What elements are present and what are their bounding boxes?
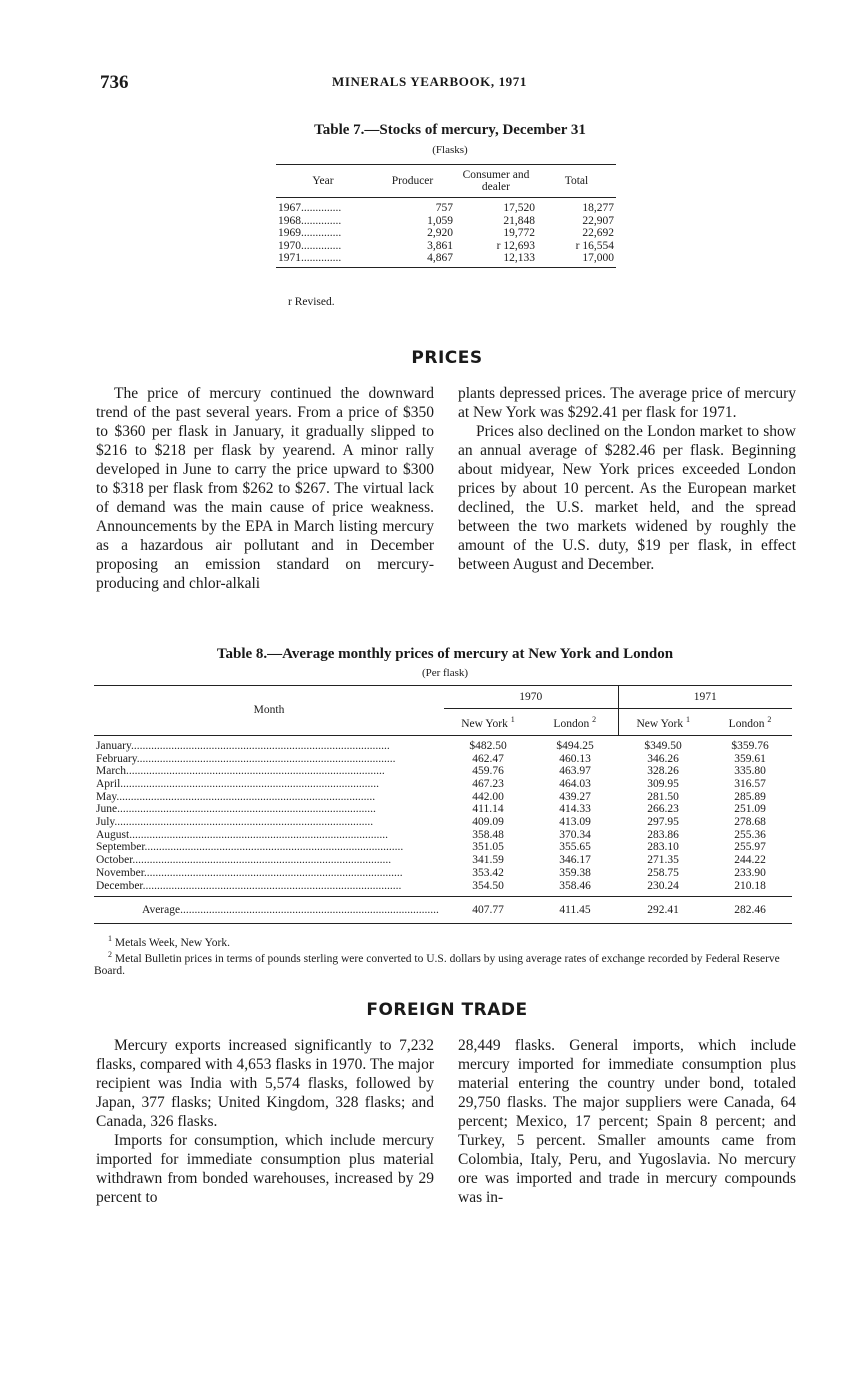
- table7-cell-producer: 2,920: [427, 227, 453, 239]
- table7-cell-consumer: 21,848: [503, 214, 535, 227]
- table7: [276, 164, 616, 268]
- table8-cell-lon71: 359.61: [734, 752, 766, 765]
- table8-header-1970: 1970: [444, 686, 618, 709]
- foreign-trade-left-column: [96, 1036, 434, 1207]
- table8-row: [94, 735, 792, 752]
- table8-cell-lon70: 413.09: [559, 816, 591, 829]
- table7-row: [276, 252, 616, 267]
- foreign-trade-right-paragraph: 28,449 flasks. General imports, which include mercury imported for immediate consumption plus material entering the country under bond, totaled 29,750 flasks. The major suppliers were Canada, 64 percent; Mexico, 17 percent; Spain 8 percent; and Turkey, 5 percent. Smaller amounts came from Colombia, Italy, Peru, and Yugoslavia. No mercury ore was imported and trade in mercury compounds was in-: [458, 1037, 796, 1206]
- table8-row: [94, 854, 792, 867]
- table8-cell-lon71: 316.57: [734, 777, 766, 790]
- foreign-trade-left-paragraph-1: Mercury exports increased significantly to 7,232 flasks, compared with 4,653 flasks in 1970. The major recipient was India with 5,574 flasks, followed by Japan, 377 flasks; United Kingdom, 328 flasks; and Canada, 326 flasks.: [96, 1037, 434, 1130]
- table7-cell-year: 1968..............: [278, 214, 342, 227]
- table7-cell-total: 22,692: [582, 227, 614, 239]
- table8-cell-lon70: 359.38: [559, 866, 591, 879]
- table8-cell-lon71: 210.18: [734, 879, 766, 892]
- table7-header-total: Total: [537, 165, 616, 198]
- prices-heading: PRICES: [411, 348, 483, 368]
- table8-cell-ny71: $349.50: [644, 739, 682, 752]
- table8-row: [94, 778, 792, 791]
- running-title: MINERALS YEARBOOK, 1971: [332, 74, 527, 89]
- prices-right-column: [458, 384, 796, 574]
- table8-header-london-1971: London $^2$: [708, 709, 792, 736]
- table8-cell-ny71: 328.26: [647, 765, 679, 778]
- table8-row: [94, 816, 792, 829]
- prices-left-paragraph: The price of mercury continued the downward trend of the past several years. From a price of $350 to $360 per flask in January, it gradually slipped to $216 to $218 per flask by yearend. A minor rally developed in June to carry the price upward to $300 to $318 per flask from $262 to $267. The virtual lack of demand was the main cause of price weakness. Announcements by the EPA in March listing mercury as a hazardous air pollutant and in December proposing an emission standard on mercury-producing and chlor-alkali: [96, 385, 434, 592]
- table8-cell-lon70: 411.45: [532, 897, 618, 924]
- table8-cell-ny71: 283.86: [647, 828, 679, 841]
- foreign-trade-heading: FOREIGN TRADE: [366, 1000, 528, 1020]
- prices-right-paragraph-2: Prices also declined on the London market to show an annual average of $282.46 per flask. Beginning about midyear, New York prices exceeded London prices by about 10 percent. As the European market declined, the U.S. market held, and the spread between the two markets widened by roughly the amount of the U.S. duty, $19 per flask, in effect between August and December.: [458, 423, 796, 573]
- table8-cell-ny70: 409.09: [472, 816, 504, 829]
- table8-average-row: [94, 897, 792, 924]
- foreign-trade-left-paragraph-2: Imports for consumption, which include mercury imported for immediate consumption plus material withdrawn from bonded warehouses, increased by 29 percent to: [96, 1132, 434, 1206]
- table8-row: [94, 791, 792, 804]
- table8-footnote-1: $^1$ Metals Week, New York.: [108, 934, 231, 949]
- table8-header-london-1970: London $^2$: [532, 709, 618, 736]
- table8-footnotes: [94, 933, 796, 977]
- table7-cell-year: 1970..............: [278, 239, 342, 252]
- table7-footnote: r Revised.: [288, 296, 335, 308]
- table8-cell-ny70: 459.76: [472, 765, 504, 778]
- table8-row: [94, 841, 792, 854]
- table8-cell-month: June..........................................................................................: [96, 803, 376, 816]
- table8-cell-ny71: 258.75: [647, 866, 679, 879]
- table8-cell-month: January..........................................................................................: [96, 739, 390, 752]
- table8-cell-month: October..........................................................................................: [96, 854, 392, 867]
- table8-cell-lon71: 335.80: [734, 765, 766, 778]
- table8-cell-ny71: 283.10: [647, 841, 679, 854]
- table8-row: [94, 829, 792, 842]
- table8-cell-ny70: 467.23: [472, 777, 504, 790]
- table8-cell-ny70: 462.47: [472, 752, 504, 765]
- table8-cell-month: August..........................................................................................: [96, 828, 388, 841]
- table8-cell-month: March..........................................................................................: [96, 765, 385, 778]
- table7-row: [276, 215, 616, 228]
- table8-cell-month: December..........................................................................................: [96, 879, 402, 892]
- table8-cell-lon70: 355.65: [559, 841, 591, 854]
- table8-cell-month: April..........................................................................................: [96, 777, 380, 790]
- table8-row: [94, 803, 792, 816]
- table8-header-1971: 1971: [618, 686, 792, 709]
- table8-cell-ny71: 346.26: [647, 752, 679, 765]
- table7-cell-total: 22,907: [582, 214, 614, 227]
- table7-cell-consumer: 19,772: [503, 227, 535, 239]
- table8-cell-ny70: 341.59: [472, 854, 504, 867]
- table8-cell-lon71: 255.36: [734, 828, 766, 841]
- table8-row: [94, 867, 792, 880]
- table8-cell-ny70: 351.05: [472, 841, 504, 854]
- table8-cell-lon70: 358.46: [559, 879, 591, 892]
- table8-cell-ny71: 281.50: [647, 790, 679, 803]
- table7-cell-year: 1967..............: [278, 202, 342, 214]
- table8-cell-ny71: 266.23: [647, 803, 679, 816]
- table8-cell-ny70: 411.14: [472, 803, 504, 816]
- table7-cell-consumer: 17,520: [503, 202, 535, 214]
- table8-cell-ny71: 271.35: [647, 854, 679, 867]
- page-number: 736: [100, 72, 129, 93]
- table8-cell-lon70: 439.27: [559, 790, 591, 803]
- table8-cell-lon70: 346.17: [559, 854, 591, 867]
- table7-row: [276, 227, 616, 240]
- table7-header-consumer: Consumer and dealer: [455, 165, 537, 198]
- table7-header-year: Year: [276, 165, 370, 198]
- table8-row: [94, 880, 792, 897]
- table7-cell-total: 17,000: [537, 252, 616, 267]
- table8-cell-ny70: 354.50: [472, 879, 504, 892]
- table8-cell-month: February..........................................................................................: [96, 752, 396, 765]
- table8-cell-month: November..........................................................................................: [96, 866, 403, 879]
- foreign-trade-right-column: [458, 1036, 796, 1207]
- table7-cell-year: 1969..............: [278, 227, 342, 239]
- table7-cell-producer: 4,867: [370, 252, 455, 267]
- table8-cell-lon71: 255.97: [734, 841, 766, 854]
- table8-cell-month: Average..........................................................................................: [94, 897, 444, 924]
- table8-cell-lon71: 251.09: [734, 803, 766, 816]
- table8-cell-lon70: 370.34: [559, 828, 591, 841]
- table8-cell-lon71: 282.46: [708, 897, 792, 924]
- table8-cell-ny71: 292.41: [618, 897, 708, 924]
- table7-header-producer: Producer: [370, 165, 455, 198]
- table8-cell-ny70: 353.42: [472, 866, 504, 879]
- prices-left-column: [96, 384, 434, 593]
- table8-unit: (Per flask): [421, 667, 469, 679]
- table8-cell-lon70: 460.13: [559, 752, 591, 765]
- table8-cell-ny71: 309.95: [647, 777, 679, 790]
- table7-title: Table 7.—Stocks of mercury, December 31: [314, 122, 586, 138]
- prices-right-paragraph-1: plants depressed prices. The average price of mercury at New York was $292.41 per flask for 1971.: [458, 385, 796, 421]
- table8-cell-lon71: 244.22: [734, 854, 766, 867]
- table8-cell-lon70: 463.97: [559, 765, 591, 778]
- table8-title: Table 8.—Average monthly prices of mercury at New York and London: [216, 646, 674, 662]
- table7-cell-total: 18,277: [582, 202, 614, 214]
- table8-cell-ny71: 297.95: [647, 816, 679, 829]
- table8-cell-lon71: 278.68: [734, 816, 766, 829]
- table8-cell-lon71: 285.89: [734, 790, 766, 803]
- table8-cell-month: July..........................................................................................: [96, 816, 374, 829]
- table8-header-month: Month: [94, 686, 444, 736]
- table7-cell-consumer: r 12,693: [496, 239, 535, 252]
- table8-cell-ny70: $482.50: [469, 739, 507, 752]
- table7-cell-year: 1971..............: [276, 252, 370, 267]
- table8-cell-lon70: $494.25: [556, 739, 594, 752]
- table7-cell-producer: 1,059: [427, 214, 453, 227]
- table8-row: [94, 765, 792, 778]
- table8-cell-lon71: 233.90: [734, 866, 766, 879]
- table8-cell-month: May..........................................................................................: [96, 790, 376, 803]
- table8-cell-lon70: 414.33: [559, 803, 591, 816]
- table8-row: [94, 753, 792, 766]
- table7-unit: (Flasks): [432, 144, 468, 156]
- table7-cell-producer: 3,861: [427, 239, 453, 252]
- table8-cell-month: September..........................................................................................: [96, 841, 404, 854]
- table7-cell-producer: 757: [435, 202, 453, 214]
- table8: [94, 685, 792, 924]
- table8-cell-lon70: 464.03: [559, 777, 591, 790]
- table8-header-ny-1970: New York $^1$: [444, 709, 532, 736]
- table7-cell-consumer: 12,133: [455, 252, 537, 267]
- table7-row: [276, 240, 616, 253]
- table8-cell-ny70: 407.77: [444, 897, 532, 924]
- table8-footnote-2: $^2$ Metal Bulletin prices in terms of pounds sterling were converted to U.S. dollars by using average rates of exchange recorded by Federal Reserve Board.: [94, 949, 780, 977]
- table8-header-ny-1971: New York $^1$: [618, 709, 708, 736]
- table8-cell-lon71: $359.76: [731, 739, 769, 752]
- table7-row: [276, 198, 616, 215]
- table7-cell-total: r 16,554: [575, 239, 614, 252]
- table8-cell-ny70: 442.00: [472, 790, 504, 803]
- table8-cell-ny71: 230.24: [647, 879, 679, 892]
- table8-cell-ny70: 358.48: [472, 828, 504, 841]
